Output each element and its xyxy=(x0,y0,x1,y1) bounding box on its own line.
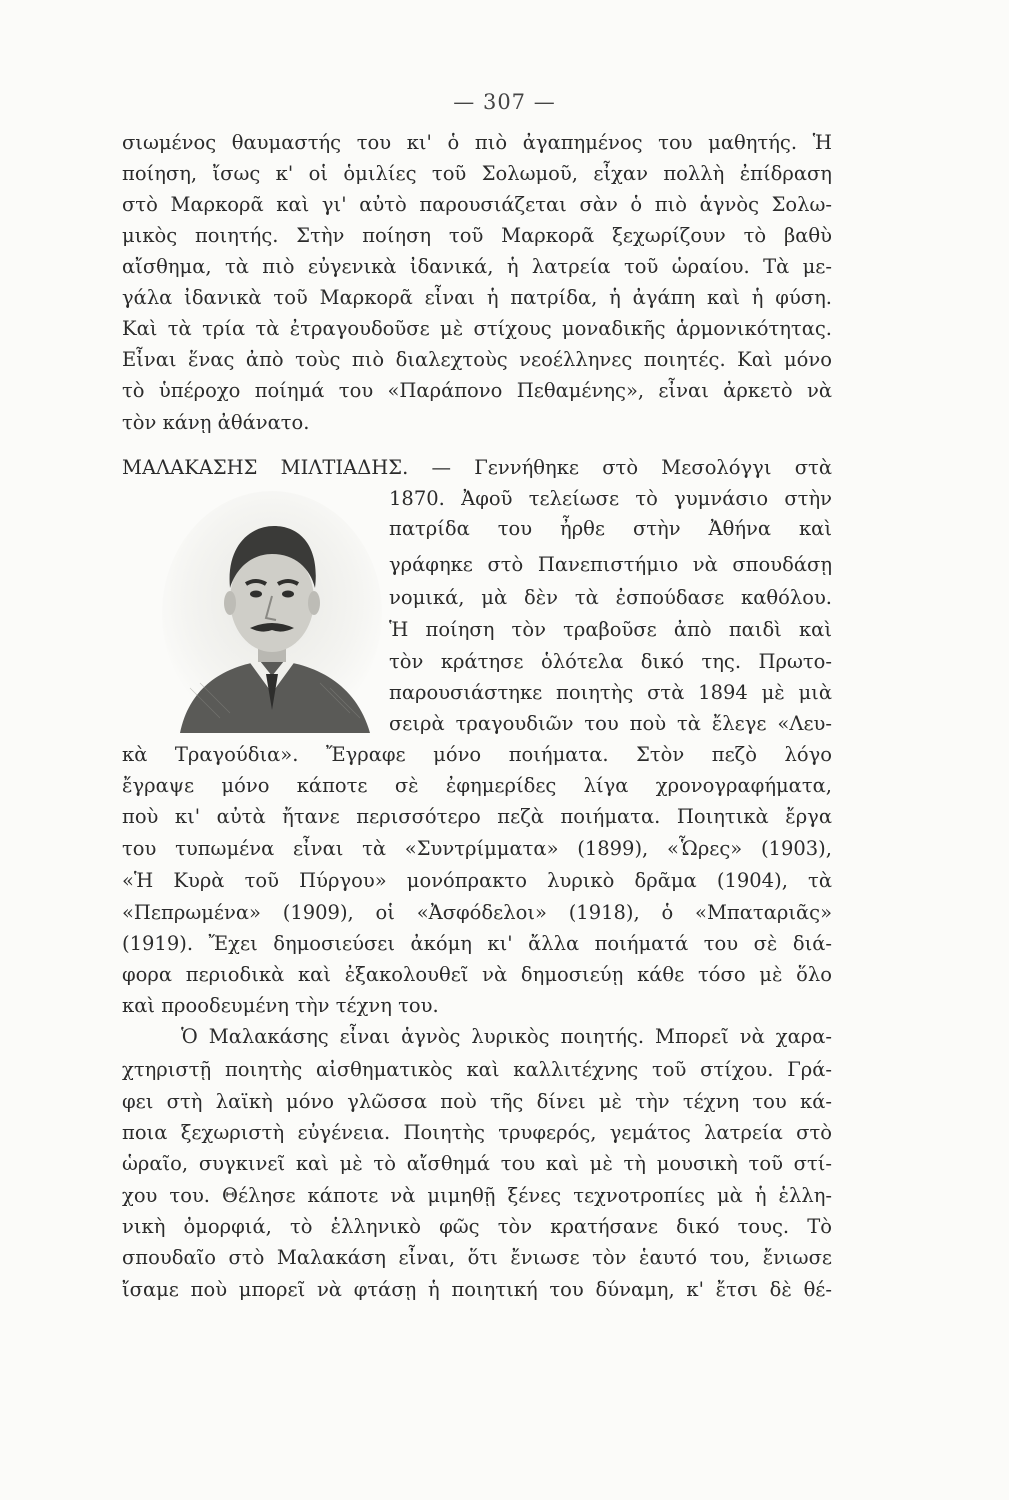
text-line: Καὶ τὰ τρία τὰ ἐτραγουδοῦσε μὲ στίχους μοναδικῆς ἁρμονικότητας. xyxy=(122,317,832,340)
text-line: του τυπωμένα εἶναι τὰ «Συντρίμματα» (1899), «Ὧρες» (1903), xyxy=(122,837,832,860)
text-line: σειρὰ τραγουδιῶν του ποὺ τὰ ἔλεγε «Λευ- xyxy=(389,712,832,735)
text-line: τὸ ὑπέροχο ποίημά του «Παράπονο Πεθαμένης», εἶναι ἀρκετὸ νὰ xyxy=(122,379,832,402)
page-number: — 307 — xyxy=(453,90,556,114)
text-line: Ὁ Μαλακάσης εἶναι ἁγνὸς λυρικὸς ποιητής. Μπορεῖ νὰ χαρα- xyxy=(181,1025,832,1048)
text-line: καὶ προοδευμένη τὴν τέχνη του. xyxy=(122,994,439,1017)
text-line: παρουσιάστηκε ποιητὴς στὰ 1894 μὲ μιὰ xyxy=(389,681,832,704)
portrait-image xyxy=(160,488,386,738)
text-line: φορα περιοδικὰ καὶ ἐξακολουθεῖ νὰ δημοσιεύῃ κάθε τόσο μὲ ὅλο xyxy=(122,963,832,986)
text-line: κὰ Τραγούδια». Ἔγραφε μόνο ποιήματα. Στὸν πεζὸ λόγο xyxy=(122,743,832,766)
text-line: Ἡ ποίηση τὸν τραβοῦσε ἀπὸ παιδὶ καὶ xyxy=(389,618,832,641)
text-line: τὸν κάνῃ ἀθάνατο. xyxy=(122,411,310,434)
text-line: πατρίδα του ἦρθε στὴν Ἀθήνα καὶ xyxy=(389,517,832,540)
text-line: χτηριστῇ ποιητὴς αἰσθηματικὸς καὶ καλλιτέχνης τοῦ στίχου. Γρά- xyxy=(122,1058,832,1081)
text-line: νομικά, μὰ δὲν τὰ ἐσπούδασε καθόλου. xyxy=(389,586,832,609)
text-line: στὸ Μαρκορᾶ καὶ γι' αὐτὸ παρουσιάζεται σὰν ὁ πιὸ ἁγνὸς Σολω- xyxy=(122,193,832,216)
text-line: σπουδαῖο στὸ Μαλακάση εἶναι, ὅτι ἔνιωσε τὸν ἑαυτό του, ἔνιωσε xyxy=(122,1246,832,1269)
text-line: φει στὴ λαϊκὴ μόνο γλῶσσα ποὺ τῆς δίνει μὲ τὴν τέχνη του κά- xyxy=(122,1090,832,1113)
text-line: 1870. Ἀφοῦ τελείωσε τὸ γυμνάσιο στὴν xyxy=(389,487,832,510)
text-line: μικὸς ποιητής. Στὴν ποίηση τοῦ Μαρκορᾶ ξεχωρίζουν τὸ βαθὺ xyxy=(122,224,832,247)
text-line: γράφηκε στὸ Πανεπιστήμιο νὰ σπουδάσῃ xyxy=(389,553,832,576)
text-line: ποὺ κι' αὐτὰ ἤτανε περισσότερο πεζὰ ποιήματα. Ποιητικὰ ἔργα xyxy=(122,805,832,828)
text-line: χου του. Θέλησε κάποτε νὰ μιμηθῇ ξένες τεχνοτροπίες μὰ ἡ ἑλλη- xyxy=(122,1184,832,1207)
text-line: Εἶναι ἕνας ἀπὸ τοὺς πιὸ διαλεχτοὺς νεοέλληνες ποιητές. Καὶ μόνο xyxy=(122,348,832,371)
text-line: αἴσθημα, τὰ πιὸ εὐγενικὰ ἰδανικά, ἡ λατρεία τοῦ ὡραίου. Τὰ με- xyxy=(122,255,832,278)
text-line: ποια ξεχωριστὴ εὐγένεια. Ποιητὴς τρυφερός, γεμάτος λατρεία στὸ xyxy=(122,1121,832,1144)
text-line: (1919). Ἔχει δημοσιεύσει ἀκόμη κι' ἄλλα ποιήματά του σὲ διά- xyxy=(122,932,832,955)
text-line: «Πεπρωμένα» (1909), οἱ «Ἀσφόδελοι» (1918), ὁ «Μπαταριᾶς» xyxy=(122,901,832,924)
text-line: σιωμένος θαυμαστής του κι' ὁ πιὸ ἀγαπημένος του μαθητής. Ἡ xyxy=(122,131,832,154)
text-line: γάλα ἰδανικὰ τοῦ Μαρκορᾶ εἶναι ἡ πατρίδα, ἡ ἀγάπη καὶ ἡ φύση. xyxy=(122,286,832,309)
entry-heading: ΜΑΛΑΚΑΣΗΣ ΜΙΛΤΙΑΔΗΣ. — Γεννήθηκε στὸ Μεσολόγγι στὰ xyxy=(122,456,832,479)
text-line: ὡραῖο, συγκινεῖ καὶ μὲ τὸ αἴσθημά του καὶ μὲ τὴ μουσικὴ τοῦ στί- xyxy=(122,1152,832,1175)
text-line: νικὴ ὀμορφιά, τὸ ἑλληνικὸ φῶς τὸν κρατήσανε δικό τους. Τὸ xyxy=(122,1215,832,1238)
text-line: τὸν κράτησε ὁλότελα δικό της. Πρωτο- xyxy=(389,650,832,673)
text-line: ποίηση, ἴσως κ' οἱ ὁμιλίες τοῦ Σολωμοῦ, εἶχαν πολλὴ ἐπίδραση xyxy=(122,162,832,185)
text-line: ἴσαμε ποὺ μπορεῖ νὰ φτάσῃ ἡ ποιητική του δύναμη, κ' ἔτσι δὲ θέ- xyxy=(122,1278,832,1301)
text-line: «Ἡ Κυρὰ τοῦ Πύργου» μονόπρακτο λυρικὸ δρᾶμα (1904), τὰ xyxy=(122,869,832,892)
text-line: ἔγραψε μόνο κάποτε σὲ ἐφημερίδες λίγα χρονογραφήματα, xyxy=(122,774,832,797)
